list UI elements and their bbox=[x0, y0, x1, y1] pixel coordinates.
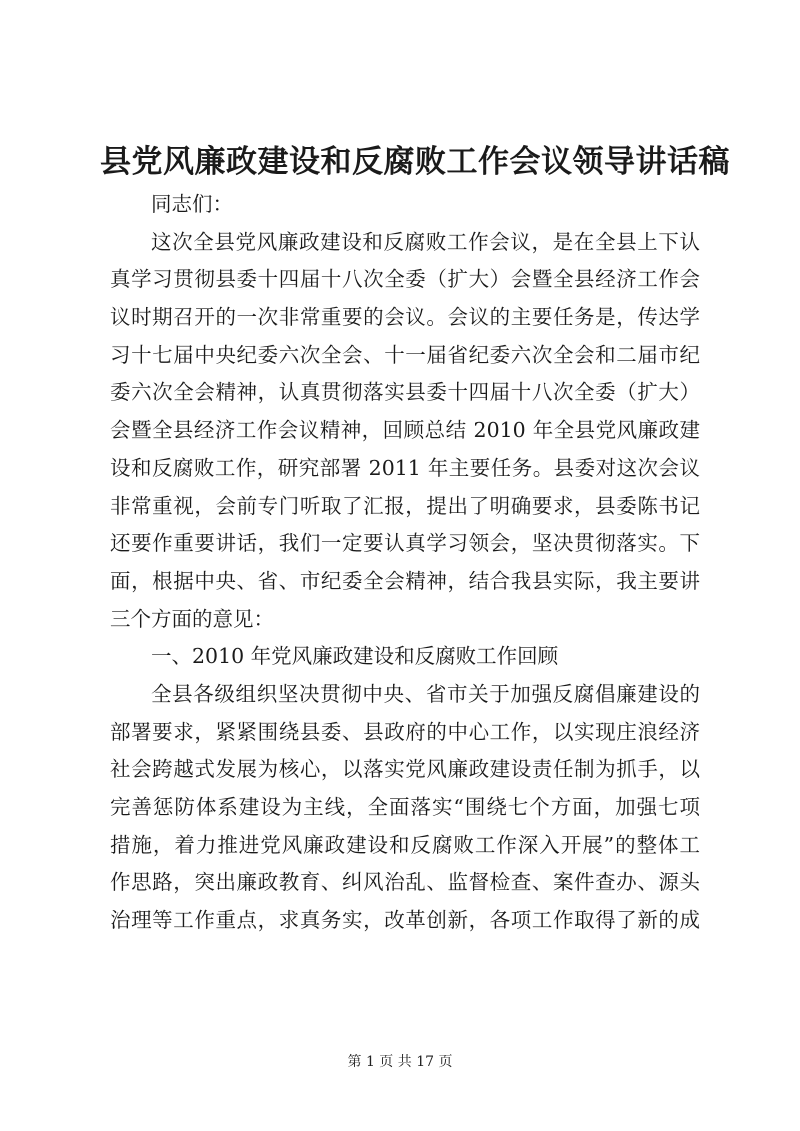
paragraph-line: 全县各级组织坚决贯彻中央、省市关于加强反腐倡廉建设的 bbox=[151, 681, 700, 706]
paragraph-line: 设和反腐败工作，研究部署 2011 年主要任务。县委对这次会议 bbox=[110, 455, 700, 480]
page-number-indicator: 第 1 页 共 17 页 bbox=[347, 1054, 453, 1070]
document-body bbox=[110, 186, 700, 940]
paragraph-line: 这次全县党风廉政建设和反腐败工作会议，是在全县上下认 bbox=[151, 229, 700, 254]
paragraph-line: 治理等工作重点，求真务实，改革创新，各项工作取得了新的成 bbox=[110, 908, 700, 933]
paragraph-line: 委六次全会精神，认真贯彻落实县委十四届十八次全委（扩大） bbox=[110, 380, 700, 405]
paragraph-line: 真学习贯彻县委十四届十八次全委（扩大）会暨全县经济工作会 bbox=[110, 267, 700, 292]
paragraph-line: 部署要求，紧紧围绕县委、县政府的中心工作，以实现庄浪经济 bbox=[110, 719, 700, 744]
paragraph-line: 三个方面的意见： bbox=[110, 606, 274, 631]
paragraph-line: 措施，着力推进党风廉政建设和反腐败工作深入开展”的整体工 bbox=[110, 832, 700, 857]
paragraph-line: 会暨全县经济工作会议精神，回顾总结 2010 年全县党风廉政建 bbox=[110, 418, 700, 443]
page-footer bbox=[0, 1052, 800, 1072]
section-heading: 一、2010 年党风廉政建设和反腐败工作回顾 bbox=[151, 644, 559, 669]
paragraph-line: 议时期召开的一次非常重要的会议。会议的主要任务是，传达学 bbox=[110, 305, 700, 330]
paragraph-line: 习十七届中央纪委六次全会、十一届省纪委六次全会和二届市纪 bbox=[110, 342, 700, 367]
paragraph-line: 社会跨越式发展为核心，以落实党风廉政建设责任制为抓手，以 bbox=[110, 757, 700, 782]
document-title: 县党风廉政建设和反腐败工作会议领导讲话稿 bbox=[100, 144, 730, 180]
paragraph-line: 作思路，突出廉政教育、纠风治乱、监督检查、案件查办、源头 bbox=[110, 870, 700, 895]
paragraph-line: 还要作重要讲话，我们一定要认真学习领会，坚决贯彻落实。下 bbox=[110, 531, 700, 556]
paragraph-line: 面，根据中央、省、市纪委全会精神，结合我县实际，我主要讲 bbox=[110, 568, 700, 593]
paragraph-line: 非常重视，会前专门听取了汇报，提出了明确要求，县委陈书记 bbox=[110, 493, 700, 518]
paragraph-line: 完善惩防体系建设为主线，全面落实“围绕七个方面，加强七项 bbox=[110, 795, 700, 819]
salutation-line: 同志们： bbox=[151, 192, 233, 216]
